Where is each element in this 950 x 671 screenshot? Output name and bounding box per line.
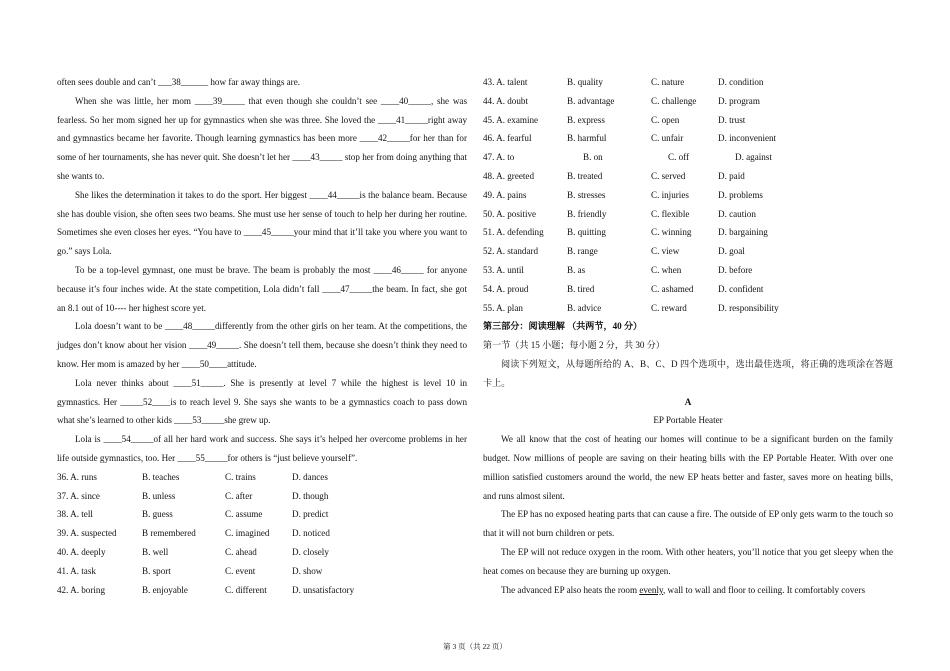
option-choice: B. friendly	[567, 208, 607, 219]
option-row	[483, 223, 893, 242]
option-choice: C. trains	[225, 471, 256, 482]
option-choice: 50. A. positive	[483, 208, 537, 219]
option-choice: B. well	[142, 546, 169, 557]
option-choice: 53. A. until	[483, 264, 524, 275]
option-choice: D. before	[718, 264, 753, 275]
option-choice: C. imagined	[225, 528, 270, 539]
option-choice: B. on	[583, 152, 603, 163]
option-choice: D. trust	[718, 114, 746, 125]
option-choice: B. sport	[142, 565, 171, 576]
option-row	[57, 505, 467, 524]
option-choice: B. range	[567, 246, 598, 257]
option-choice: 49. A. pains	[483, 189, 527, 200]
option-choice: 45. A. examine	[483, 114, 539, 125]
instructions: 阅读下列短文，从每题所给的 A、B、C、D 四个选项中，选出最佳选项，将正确的选项涂在答题卡上。	[483, 358, 893, 388]
option-choice: D. problems	[718, 189, 763, 200]
option-choice: D. inconvenient	[718, 133, 777, 144]
option-choice: D. condition	[718, 77, 764, 87]
option-row	[483, 205, 893, 224]
option-choice: C. nature	[651, 77, 685, 87]
option-row	[483, 129, 893, 148]
option-row	[57, 543, 467, 562]
option-choice: B. quality	[567, 77, 603, 87]
option-choice: C. served	[651, 170, 686, 181]
option-choice: C. flexible	[651, 208, 690, 219]
option-row	[57, 562, 467, 581]
passage-paragraph	[483, 581, 893, 600]
option-choice: C. challenge	[651, 95, 697, 106]
option-choice: B. teaches	[142, 471, 180, 482]
option-choice: C. ahead	[225, 546, 257, 557]
passage-text: , wall to wall and floor to ceiling. It comfortably covers	[662, 584, 865, 595]
option-choice: 46. A. fearful	[483, 133, 532, 144]
section-heading: 第三部分：阅读理解 （共两节，40 分）	[483, 321, 643, 332]
option-choice: D. dances	[292, 471, 328, 482]
option-choice: 40. A. deeply	[57, 546, 106, 557]
option-choice: 38. A. tell	[57, 509, 93, 520]
option-choice: 51. A. defending	[483, 227, 544, 238]
option-choice: C. injuries	[651, 189, 689, 200]
option-choice: 43. A. talent	[483, 77, 528, 87]
option-choice: C. assume	[225, 509, 263, 520]
option-choice: D. unsatisfactory	[292, 584, 355, 595]
option-choice: B. guess	[142, 509, 173, 520]
option-row	[483, 73, 893, 92]
cloze-paragraph: often sees double and can’t ___38______ how far away things are.	[57, 77, 301, 87]
option-choice: D. confident	[718, 283, 764, 294]
cloze-paragraph: Lola doesn’t want to be ____48_____differently from the other girls on her team. At the competitions, the judges don’t know about her vision ____49_____. She doesn’t tell them, because she doesn’t think they need to know. Her mom is amazed by her ____50____attitude.	[57, 321, 467, 369]
cloze-paragraph: She likes the determination it takes to do the sport. Her biggest ____44_____is the balance beam. Because she has double vision, she often sees two beams. She must use her sense of touch to help her during her routine. Sometimes she even closes her eyes. “You have to ____45_____your mind that it’ll take you where you want to go.” says Lola.	[57, 189, 467, 257]
option-choice: D. responsibility	[718, 302, 779, 313]
option-choice: C. off	[668, 152, 690, 163]
option-choice: D. show	[292, 565, 323, 576]
option-list	[57, 468, 467, 600]
option-row	[57, 524, 467, 543]
option-choice: 41. A. task	[57, 565, 96, 576]
option-choice: B. as	[567, 264, 586, 275]
option-row	[57, 468, 467, 487]
option-choice: 42. A. boring	[57, 584, 105, 595]
cloze-paragraph: Lola is ____54_____of all her hard work and success. She says it’s helped her overcome problems in her life outside gymnastics, too. Her ____55_____for others is “just believe yourself”.	[57, 434, 467, 463]
option-choice: 36. A. runs	[57, 471, 97, 482]
option-choice: 55. A. plan	[483, 302, 523, 313]
option-row	[57, 487, 467, 506]
option-row	[483, 280, 893, 299]
option-choice: D. noticed	[292, 528, 330, 539]
option-choice: C. reward	[651, 302, 687, 313]
cloze-paragraph: When she was little, her mom ____39_____ that even though she couldn’t see ____40_____, she was fearless. So her mom signed her up for gymnastics when she was three. She loved the ____41_____right away and gymnastics became her favorite. Though learning gymnastics has been more ____42_____for her than for some of her tournaments, she has never quit. She doesn’t let her ____43_____ stop her from doing anything that she wants to.	[57, 95, 467, 181]
option-choice: C. different	[225, 584, 267, 595]
option-choice: C. view	[651, 246, 680, 257]
passage-paragraph: The EP will not reduce oxygen in the room. With other heaters, you’ll notice that you get sleepy when the heat comes on because they are burning up oxygen.	[483, 546, 893, 576]
option-choice: D. predict	[292, 509, 329, 520]
option-list	[483, 73, 893, 317]
option-choice: C. unfair	[651, 133, 684, 144]
option-choice: B. unless	[142, 490, 176, 501]
option-choice: D. caution	[718, 208, 756, 219]
option-row	[483, 148, 893, 167]
right-column	[483, 73, 893, 599]
option-choice: B. treated	[567, 170, 603, 181]
passage-title: EP Portable Heater	[653, 415, 723, 426]
option-choice: C. ashamed	[651, 283, 694, 294]
passage-letter: A	[684, 396, 692, 407]
option-choice: D. bargaining	[718, 227, 768, 238]
option-choice: D. goal	[718, 246, 745, 257]
option-choice: D. against	[735, 152, 772, 163]
option-choice: C. event	[225, 565, 256, 576]
option-row	[483, 111, 893, 130]
option-row	[483, 167, 893, 186]
option-choice: 39. A. suspected	[57, 528, 117, 539]
option-choice: B. harmful	[567, 133, 607, 144]
option-choice: B. express	[567, 114, 605, 125]
option-choice: B. stresses	[567, 189, 606, 200]
option-choice: 44. A. doubt	[483, 95, 528, 106]
cloze-passage	[57, 73, 467, 468]
option-row	[483, 186, 893, 205]
subsection-heading: 第一节（共 15 小题；每小题 2 分，共 30 分）	[483, 340, 665, 351]
option-choice: 47. A. to	[483, 152, 515, 163]
option-row	[483, 92, 893, 111]
option-choice: C. winning	[651, 227, 692, 238]
option-choice: B. quitting	[567, 227, 606, 238]
option-choice: B. enjoyable	[142, 584, 188, 595]
option-choice: D. closely	[292, 546, 329, 557]
option-choice: C. after	[225, 490, 253, 501]
option-choice: 37. A. since	[57, 490, 100, 501]
option-choice: C. open	[651, 114, 680, 125]
option-choice: 52. A. standard	[483, 246, 539, 257]
option-row	[483, 261, 893, 280]
option-row	[57, 581, 467, 600]
option-choice: B remembered	[142, 528, 196, 539]
option-choice: 48. A. greeted	[483, 170, 535, 181]
option-choice: 54. A. proud	[483, 283, 529, 294]
option-choice: D. though	[292, 490, 329, 501]
option-row	[483, 299, 893, 318]
passage-paragraph: We all know that the cost of heating our homes will continue to be a significant burden on the family budget. Now millions of people are saving on their heating bills with the EP Portable Heater. With over one million satisfied customers around the world, the new EP heats better and faster, saves more on heating bills, and runs almost silent.	[483, 434, 893, 501]
passage-paragraph: The EP has no exposed heating parts that can cause a fire. The outside of EP only gets warm to the touch so that it will not burn children or pets.	[483, 509, 893, 539]
page-footer: 第 3 页（共 22 页）	[443, 642, 507, 651]
option-choice: D. paid	[718, 170, 745, 181]
option-choice: B. advantage	[567, 95, 615, 106]
passage-text: The advanced EP also heats the room	[501, 584, 640, 595]
option-choice: B. tired	[567, 283, 595, 294]
option-row	[483, 242, 893, 261]
underlined-word: evenly	[639, 584, 663, 595]
option-choice: D. program	[718, 95, 760, 106]
cloze-paragraph: Lola never thinks about ____51_____. She is presently at level 7 while the highest is level 10 in gymnastics. Her _____52____is to reach level 9. She says she wants to be a gymnastics coach to pass down what she’s learned to other kids ____53_____she grew up.	[57, 377, 467, 426]
option-choice: B. advice	[567, 302, 602, 313]
left-column	[57, 73, 467, 599]
option-choice: C. when	[651, 264, 682, 275]
cloze-paragraph: To be a top-level gymnast, one must be brave. The beam is probably the most ____46_____ for anyone because it’s four inches wide. At the state competition, Lola didn’t fall ____47_____the beam. In fact, she got an 8.1 out of 10---- her highest score yet.	[57, 264, 467, 313]
